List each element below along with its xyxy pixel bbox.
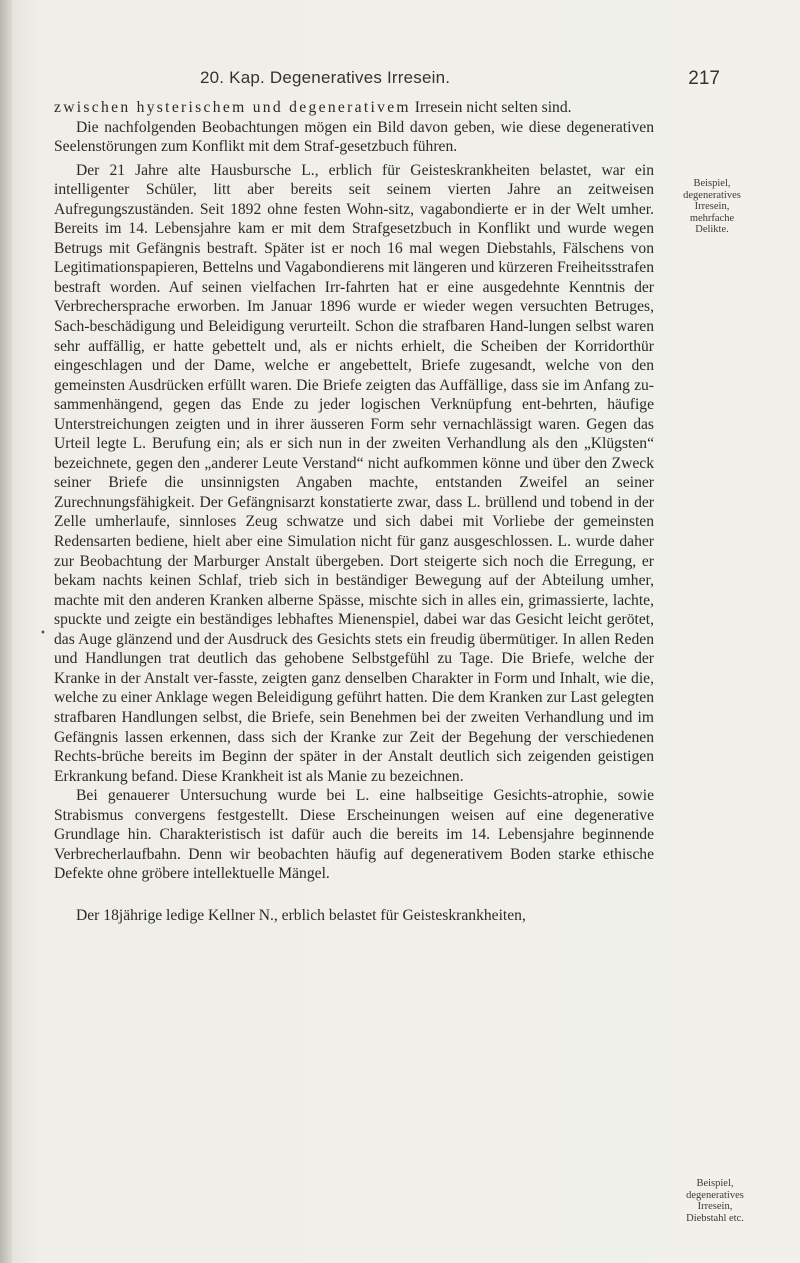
margin-note-line: degeneratives (686, 1189, 744, 1201)
main-text (54, 98, 654, 925)
margin-note-2 (665, 1178, 765, 1224)
margin-note-line: Beispiel, (696, 1178, 734, 1189)
margin-note-line: Diebstahl etc. (686, 1212, 744, 1224)
running-header (200, 68, 720, 92)
margin-note-line: Beispiel, (693, 178, 731, 189)
paragraph-analysis: Bei genauerer Untersuchung wurde bei L. eine halbseitige Gesichts-atrophie, sowie Strabismus convergens festgestellt. Diese Erscheinungen weisen auf eine degenerative Grundlage hin. Charakteristisch ist dafür auch die bereits im 14. Lebensjahre beginnende Verbrecherlaufbahn. Denn wir beobachten häufig auf degenerativem Boden starke ethische Defekte ohne gröbere intellektuelle Mängel. (54, 787, 654, 883)
margin-note-line: degeneratives (683, 189, 741, 201)
page-number: 217 (688, 68, 720, 89)
margin-note-line: Irresein, (694, 201, 730, 212)
paragraph-case-1: Der 21 Jahre alte Hausbursche L., erblich für Geisteskrankheiten belastet, war ein intelligenter Schüler, litt aber bereits seit seinem vierten Jahre an zeitweisen Aufregungszuständen. Seit 1892 ohne festen Wohn-sitz, vagabondierte er in der Welt umher. Bereits im 14. Lebensjahre kam er mit dem Strafgesetzbuch in Konflikt und wurde wegen Betrugs mit Gefängnis bestraft. Später ist er noch 16 mal wegen Diebstahls, Fälschens von Legitimationspapieren, Bettelns und Vagabondierens mit längeren und kürzeren Freiheitsstrafen bestraft worden. Auf seinen vielfachen Irr-fahrten hat er eine ausgedehnte Kenntnis der Verbrechersprache erworben. Im Januar 1896 wurde er wieder wegen versuchten Betruges, Sach-beschädigung und Beleidigung verurteilt. Schon die strafbaren Hand-lungen selbst waren sehr auffällig, er hatte gebettelt und, als er nichts erhielt, die Scheiben der Korridorthür eingeschlagen und der Dame, welche er angebettelt, Briefe zugesandt, welche von den gemeinsten Ausdrücken erfüllt waren. Die Briefe zeigten das Auffällige, dass sie im Anfang zu-sammenhängend, gegen das Ende zu jeder logischen Verknüpfung ent-behrten, häufige Unterstreichungen zeigten und in ihrer äusseren Form sehr vernachlässigt waren. Gegen das Urteil legte L. Berufung ein; als er sich nun in der zweiten Verhandlung als den „Klügsten“ bezeichnete, gegen den „anderer Leute Verstand“ nicht aufkommen könne und über den Zweck seiner Briefe die unsinnigsten Angaben machte, entstanden Zweifel an seiner Zurechnungsfähigkeit. Der Gefängnisarzt konstatierte zwar, dass L. brüllend und tobend in der Zelle umherlaufe, sinnloses Zeug schwatze und sich dabei mit Vorliebe der gemeinsten Redensarten bediene, hielt aber eine Simulation nicht für ganz ausgeschlossen. L. wurde daher zur Beobachtung der Marburger Anstalt übergeben. Dort steigerte sich noch die Erregung, er bekam nachts keinen Schlaf, trieb sich in beständiger Bewegung auf der Abteilung umher, machte mit den anderen Kranken alberne Spässe, mischte sich in alles ein, grimassierte, lachte, spuckte und zeigte ein beständiges lebhaftes Mienenspiel, dabei war das Gesicht leicht gerötet, das Auge glänzend und der Ausdruck des Gesichts stets ein freudig übermütiger. In allen Reden und Handlungen trat deutlich das gehobene Selbstgefühl zu Tage. Die Briefe, welche der Kranke in der Anstalt ver-fasste, zeigten ganz denselben Charakter in Form und Inhalt, wie die, welche zu einer Anklage wegen Beleidigung geführt hatten. Die dem Kranken zur Last gelegten strafbaren Handlungen selbst, die Briefe, sein Benehmen bei der zweiten Verhandlung und im Gefängnis lassen erkennen, dass sich der Kranke zur Zeit der Begehung der verschiedenen Rechts-brüche bereits im Beginn der später in der Anstalt deutlich sich zeigenden geistigen Erkrankung befand. Diese Krankheit ist als Manie zu bezeichnen. (54, 161, 654, 785)
margin-note-1 (662, 178, 762, 236)
margin-dot: • (40, 628, 46, 639)
spaced-emphasis: zwischen hysterischem und degenerativem (54, 99, 411, 116)
paragraph-1 (54, 98, 654, 118)
page-binding-edge (0, 0, 12, 1263)
margin-note-line: Irresein, (697, 1201, 733, 1212)
margin-note-line: mehrfache (689, 212, 735, 224)
chapter-title: 20. Kap. Degeneratives Irresein. (200, 68, 451, 87)
margin-note-line: Delikte. (695, 224, 729, 235)
paragraph-case-2: Der 18jährige ledige Kellner N., erblich belastet für Geisteskrankheiten, (76, 906, 526, 924)
paragraph-1-rest: Irresein nicht selten sind. (410, 99, 572, 116)
paragraph-2: Die nachfolgenden Beobachtungen mögen ein Bild davon geben, wie diese degenerativen Seelenstörungen zum Konflikt mit dem Straf-gesetzbuch führen. (54, 118, 654, 156)
